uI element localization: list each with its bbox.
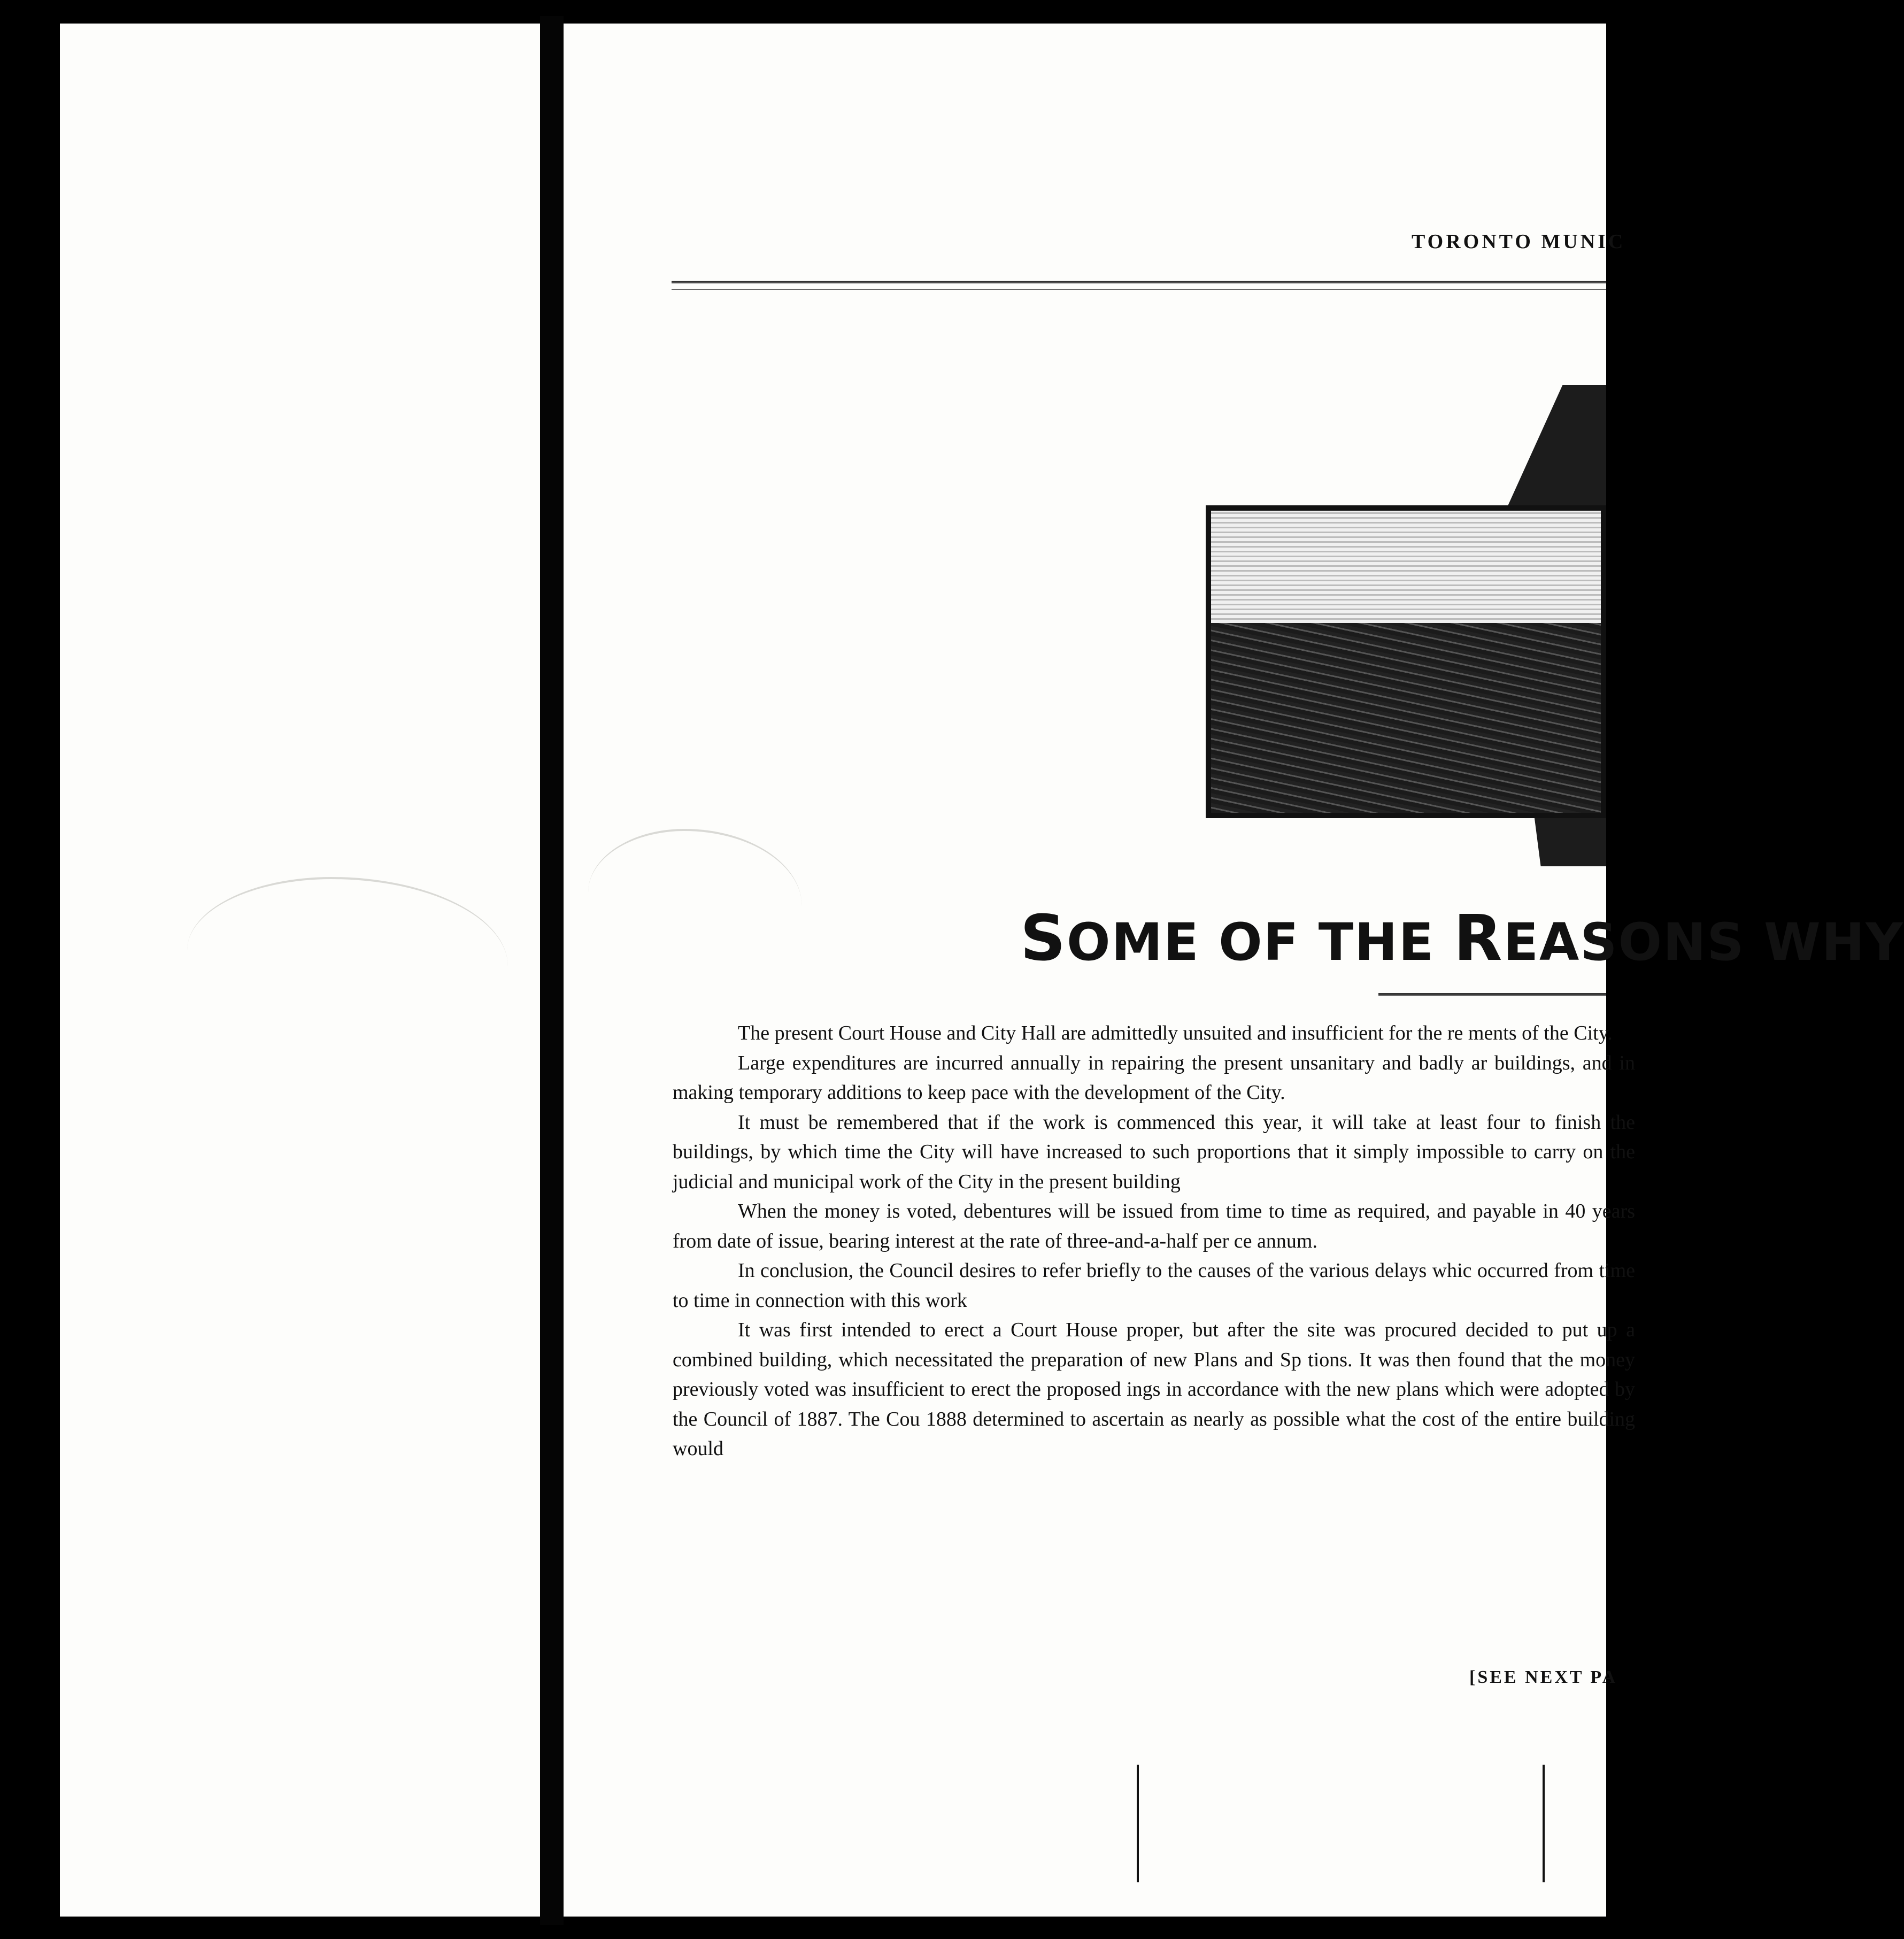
engraving-city: [1211, 623, 1601, 813]
headline-rule: [1378, 993, 1606, 996]
headline-initial: R: [1453, 901, 1504, 975]
paragraph: It was first intended to erect a Court House proper, but after the site was procured decided to put up a combined building, which necessitated the preparation of new Plans and Sp tions. It was then found that the money previously voted was insufficient to erect the proposed ings in accordance with the new plans which were adopted by the Council of 1887. The Cou 1888 determined to ascertain as nearly as possible what the cost of the entire building would: [673, 1319, 1635, 1460]
header-rule: [672, 281, 1606, 283]
body-text: [673, 1019, 1635, 1464]
paragraph: When the money is voted, debentures will be issued from time to time as required, and payable in 40 years from date of issue, bearing interest at the rate of three-and-a-half per ce annum.: [673, 1200, 1635, 1252]
headline-initial: S: [1020, 901, 1067, 975]
paragraph: It must be remembered that if the work is commenced this year, it will take at least four to finish the buildings, by which time the City will have increased to such proportions that it simply impossible to carry on the judicial and municipal work of the City in the present building: [673, 1111, 1635, 1193]
paragraph: In conclusion, the Council desires to refer briefly to the causes of the various delays whic occurred from time to time in connection with this work: [673, 1259, 1635, 1312]
headline: [1020, 901, 1904, 975]
book-spine: [540, 16, 564, 1925]
headline-part: EASONS WHY: [1503, 912, 1904, 972]
headline-part: OME OF THE: [1067, 912, 1454, 972]
city-view-engraving: [1206, 505, 1606, 818]
running-head: TORONTO MUNIC: [1412, 230, 1626, 253]
continuation-note: [SEE NEXT PA: [1469, 1667, 1618, 1687]
paragraph: The present Court House and City Hall are admittedly unsuited and insufficient for the re ments of the City.: [738, 1022, 1613, 1044]
page-tear: [1137, 1765, 1139, 1882]
header-rule: [672, 289, 1606, 290]
engraving-sky: [1211, 511, 1601, 623]
paragraph: Large expenditures are incurred annually in repairing the present unsanitary and badly ar buildings, and in making temporary additions to keep pace with the development of the City.: [673, 1051, 1635, 1104]
page-tear: [1543, 1765, 1545, 1882]
